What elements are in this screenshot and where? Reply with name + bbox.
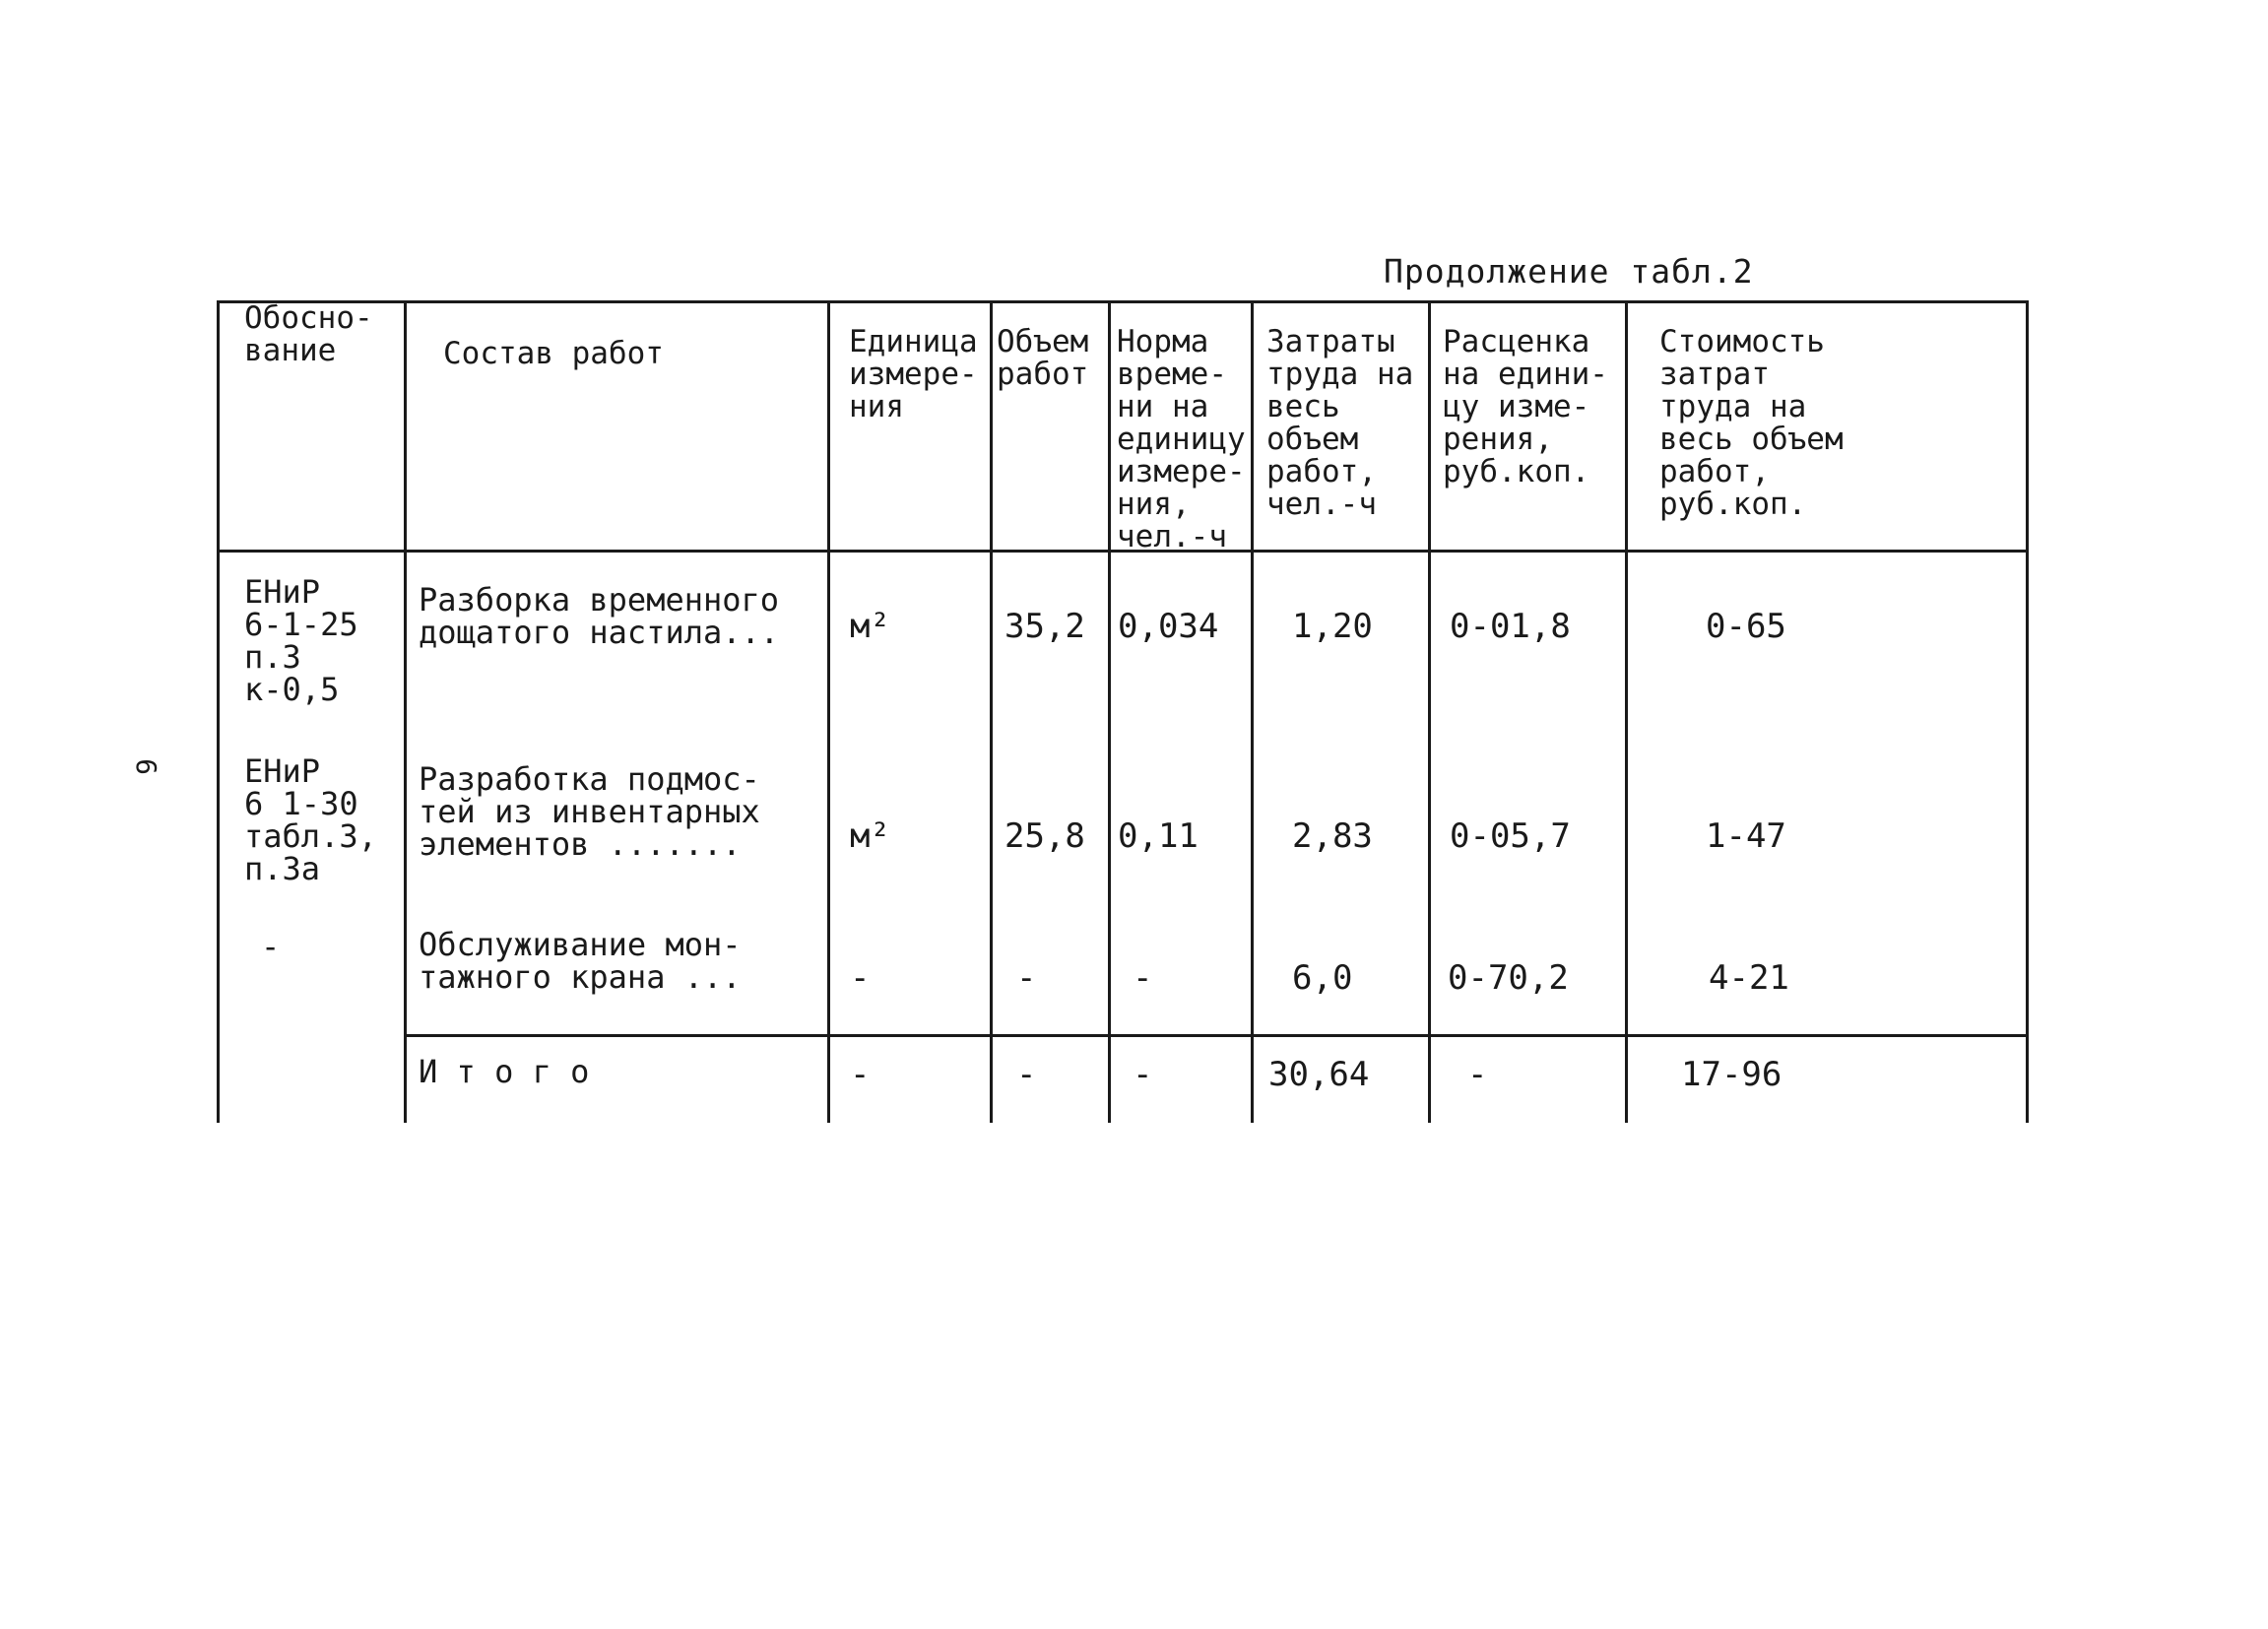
row1-work: Разборка временного дощатого настила... — [419, 581, 780, 651]
row3-volume: - — [1016, 958, 1037, 998]
column-divider — [1108, 300, 1111, 1123]
table-caption: Продолжение табл.2 — [1384, 252, 1754, 291]
column-divider — [217, 300, 220, 1123]
row2-norm: 0,11 — [1118, 816, 1199, 856]
page-number: 6 — [129, 758, 162, 775]
row1-labor: 1,20 — [1292, 607, 1373, 646]
header-norm: Норма време- ни на единицу измере- ния, чел.-ч — [1117, 324, 1246, 554]
row1-basis: ЕНиР 6-1-25 п.3 к-0,5 — [244, 573, 358, 708]
row3-labor: 6,0 — [1292, 958, 1353, 998]
header-work: Состав работ — [443, 336, 664, 371]
header-unit: Единица измере- ния — [849, 324, 978, 424]
row2-cost: 1-47 — [1706, 816, 1786, 856]
row3-norm: - — [1133, 958, 1153, 998]
row3-cost: 4-21 — [1709, 958, 1789, 998]
row2-rate: 0-05,7 — [1450, 816, 1571, 856]
total-unit: - — [850, 1055, 871, 1094]
table-top-rule — [217, 300, 2029, 303]
total-rate: - — [1467, 1055, 1488, 1094]
column-divider — [1428, 300, 1431, 1123]
header-labor: Затраты труда на весь объем работ, чел.-ч — [1266, 324, 1414, 522]
column-divider — [827, 300, 830, 1123]
column-divider — [2026, 300, 2029, 1123]
row3-basis: - — [261, 928, 281, 965]
row3-rate: 0-70,2 — [1448, 958, 1569, 998]
column-divider — [404, 300, 407, 1123]
total-cost: 17-96 — [1681, 1055, 1782, 1094]
work-cost-table — [217, 300, 2029, 1123]
header-basis: Обосно- вание — [244, 300, 373, 368]
row3-work: Обслуживание мон- тажного крана ... — [419, 926, 742, 996]
row1-rate: 0-01,8 — [1450, 607, 1571, 646]
row1-volume: 35,2 — [1004, 607, 1085, 646]
row2-work: Разработка подмос- тей из инвентарных элементов ....... — [419, 760, 760, 863]
row1-norm: 0,034 — [1118, 607, 1219, 646]
row2-unit: м² — [850, 816, 890, 856]
header-volume: Объем работ — [997, 324, 1089, 392]
total-label: И т о г о — [419, 1053, 590, 1090]
total-volume: - — [1016, 1055, 1037, 1094]
row1-unit: м² — [850, 607, 890, 646]
total-norm: - — [1133, 1055, 1153, 1094]
column-divider — [1251, 300, 1254, 1123]
row2-volume: 25,8 — [1004, 816, 1085, 856]
column-divider — [990, 300, 993, 1123]
total-labor: 30,64 — [1268, 1055, 1370, 1094]
header-rate: Расценка на едини- цу изме- рения, руб.коп. — [1443, 324, 1608, 489]
column-divider — [1625, 300, 1628, 1123]
row1-cost: 0-65 — [1706, 607, 1786, 646]
row2-basis: ЕНиР 6 1-30 табл.3, п.3а — [244, 752, 377, 887]
row3-unit: - — [850, 958, 871, 998]
row2-labor: 2,83 — [1292, 816, 1373, 856]
header-cost: Стоимость затрат труда на весь объем работ, руб.коп. — [1659, 324, 1844, 522]
total-top-rule — [404, 1034, 2029, 1037]
